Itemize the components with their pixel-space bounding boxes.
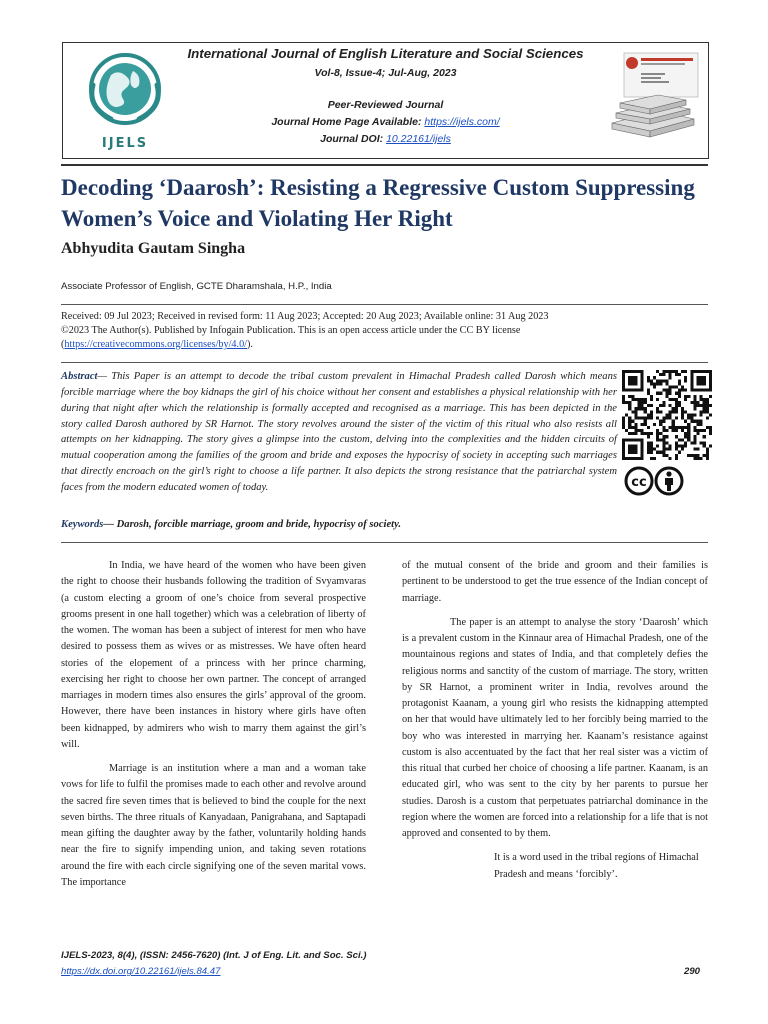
journal-home: [167, 116, 604, 128]
svg-text:cc: cc: [631, 475, 647, 490]
body-paragraph: of the mutual consent of the bride and groom and their families is pertinent to be understood to get the true essence of the Indian concept of marriage.: [402, 560, 708, 604]
abstract: [61, 369, 617, 496]
ijels-logo: [77, 49, 173, 153]
keywords-label: Keywords: [61, 519, 104, 530]
body-paragraph: The paper is an attempt to analyse the story ‘Daarosh’ which is a prevalent custom in the Kinnaur area of Himachal Pradesh, one of the mountainous regions and states of India, and that completely defies the religious norms and sanctity of the custom of marriage. The story, written by SR Harnot, a prominent writer in India, revolves around the protagonist Kaanam, a young girl who resists the kidnapping attempted on her that would have ultimately led to her forcibly being married to the boy who was interested in marrying her. Kaanam’s resistance against custom is also accentuated by the fact that her real sister was a victim of this ritual that curbed her choice of choosing a life partner. Kaanam, is an educated girl, who was sent to the city by her parents to pursue her studies. Darosh is a custom that perpetuates patriarchal dominance in the region where the women are forced into a relationship for a life that is not approved and consented to by them.: [402, 616, 708, 839]
license-close-paren: ).: [247, 339, 253, 350]
license-open-paren: (: [61, 339, 65, 350]
author-affiliation: Associate Professor of English, GCTE Dharamshala, H.P., India: [61, 281, 332, 292]
article-author: Abhyudita Gautam Singha: [61, 240, 246, 257]
affiliation-divider: [61, 304, 708, 305]
license-statement: ©2023 The Author(s). Published by Infogain Publication. This is an open access article under the CC BY license: [61, 325, 521, 336]
license-url-link[interactable]: https://creativecommons.org/licenses/by/4.0/: [64, 339, 247, 350]
journal-name: International Journal of English Literature and Social Sciences: [187, 46, 584, 61]
home-url-link[interactable]: https://ijels.com/: [424, 116, 500, 128]
footer-citation: IJELS-2023, 8(4), (ISSN: 2456-7620) (Int. J of Eng. Lit. and Soc. Sci.): [61, 950, 367, 961]
footer-doi: [61, 966, 220, 977]
body-column-right: [402, 558, 708, 883]
journal-doi: [167, 133, 604, 145]
body-paragraph: Marriage is an institution where a man and a woman take vows for life to fulfil the promises made to each other and revolve around the sacred fire seven times that is believed to bind the couple for the next seven births. The three rituals of Kanyadaan, Panigrahana, and Saptapadi mean gifting the daughter away by the father, voluntarily holding hands near the fire to signify impending union, and taking seven rotations around the fire with each circle signifying one of the seven marital vows. The importance: [61, 763, 366, 888]
journal-header: [62, 42, 709, 159]
body-column-left: [61, 558, 366, 899]
body-paragraph: In India, we have heard of the women who have been given the right to choose their husbands following the tradition of Svyamvaras (a custom electing a groom of one’s choice from several prospective grooms present in one hall together) which was a celebration of liberty of the women. The woman has been a subject of interest for men who have desired to possess them as wives or as mistresses. We have often heard stories of the elopement of a princess with her prince charming, exercising her right to choose her own partner. The concept of arranged marriages in modern times also ensures the girls’ approval of the groom. However, there have been instances in history where girls have often been kidnapped, by admirers who wish to marry them against the girl’s will.: [61, 560, 366, 750]
license-link-line: [61, 338, 708, 352]
keywords: [61, 519, 621, 530]
home-label: Journal Home Page Available:: [271, 116, 425, 128]
doi-label: Journal DOI:: [320, 133, 387, 145]
abstract-text: — This Paper is an attempt to decode the tribal custom prevalent in Himachal Pradesh called Darosh which means forcible marriage where the boy kidnaps the girl of his choice without her consent and establishes a physical relationship with her during that night after which the relationship is formally accepted and recognised as a marriage. This has been depicted in the story called Darosh authored by SR Harnot. The story revolves around the sister of the victim of this ritual who also resists all attempts on her kidnapping. The story gives a glimpse into the custom, delving into the complexities and the hidden circuits of mutual cooperation among the families of the groom and bride and exposes the hypocrisy of society in accepting such marriages that directly encroach on the girl’s right to choose a life partner. It also depicts the strong resistance that the patriarchal system faces from the modern educated women of today.: [61, 371, 617, 493]
meta-divider: [61, 362, 708, 363]
abstract-label: Abstract: [61, 371, 98, 382]
header-divider: [61, 164, 708, 166]
footer-doi-link[interactable]: https://dx.doi.org/10.22161/ijels.84.47: [61, 966, 221, 977]
qr-code[interactable]: [622, 370, 712, 460]
article-meta: [61, 310, 708, 352]
svg-text:IJELS: IJELS: [101, 136, 149, 151]
article-dates: Received: 09 Jul 2023; Received in revised form: 11 Aug 2023; Accepted: 20 Aug 2023; Available online: 31 Aug 2023: [61, 311, 549, 322]
journal-cover-image: [606, 51, 702, 151]
doi-link[interactable]: 10.22161/ijels: [386, 133, 451, 145]
peer-reviewed-label: Peer-Reviewed Journal: [327, 99, 444, 111]
article-title: Decoding ‘Daarosh’: Resisting a Regressive Custom Suppressing Women’s Voice and Violating Her Right: [61, 175, 695, 231]
cc-by-license-icon: [624, 466, 706, 496]
abstract-divider: [61, 542, 708, 543]
journal-volume: Vol-8, Issue-4; Jul-Aug, 2023: [314, 67, 457, 79]
keywords-text: — Darosh, forcible marriage, groom and bride, hypocrisy of society.: [103, 519, 402, 530]
page-number: 290: [684, 966, 701, 977]
body-paragraph: It is a word used in the tribal regions of Himachal Pradesh and means ‘forcibly’.: [494, 852, 699, 880]
